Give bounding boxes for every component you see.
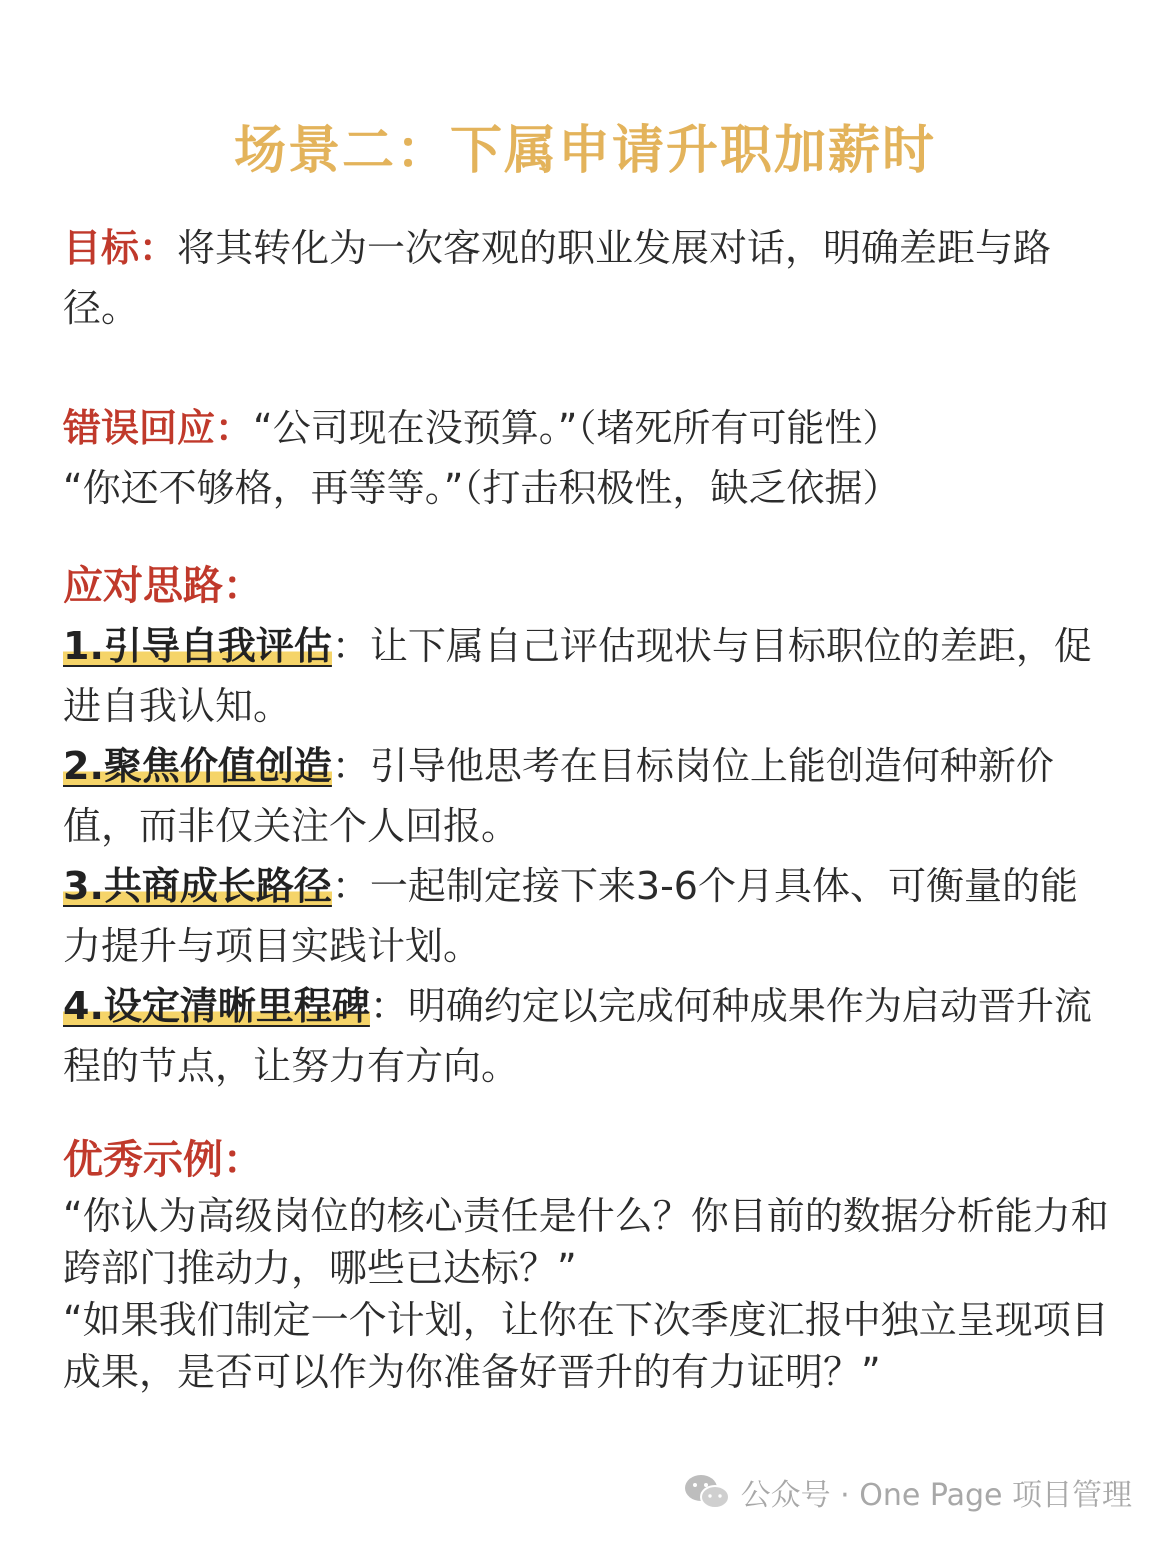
approach-item: [63, 616, 1113, 736]
example-quote-1: “你认为高级岗位的核心责任是什么？你目前的数据分析能力和跨部门推动力，哪些已达标？”: [63, 1194, 1109, 1290]
approach-item-head: 2.聚焦价值创造: [63, 744, 332, 788]
approach-item-sep: ：: [331, 864, 370, 908]
approach-section: [63, 556, 1113, 1096]
footer-watermark: [683, 1470, 1132, 1514]
approach-item-text: 明确约定以完成何种成果作为启动晋升流程的节点，让努力有方向。: [63, 984, 1092, 1088]
goal-label: 目标：: [63, 226, 178, 270]
approach-item-sep: ：: [331, 744, 370, 788]
approach-label: 应对思路：: [63, 563, 263, 609]
goal-section: [63, 218, 1113, 338]
wrong-response-section: [63, 398, 1113, 518]
wrong-response-label: 错误回应：: [63, 406, 254, 450]
example-quote-2: “如果我们制定一个计划，让你在下次季度汇报中独立呈现项目成果，是否可以作为你准备好晋升的有力证明？”: [63, 1298, 1109, 1394]
wrong-response-line-1: “公司现在没预算。”（堵死所有可能性）: [253, 406, 901, 450]
approach-item-head: 1.引导自我评估: [63, 624, 332, 668]
approach-item-text: 引导他思考在目标岗位上能创造何种新价值，而非仅关注个人回报。: [63, 744, 1054, 848]
approach-item-head: 3.共商成长路径: [63, 864, 332, 908]
wrong-response-line-2: “你还不够格，再等等。”（打击积极性，缺乏依据）: [63, 466, 901, 510]
approach-item: [63, 856, 1113, 976]
approach-item-text: 让下属自己评估现状与目标职位的差距，促进自我认知。: [63, 624, 1092, 728]
approach-item: [63, 976, 1113, 1096]
page-title: 场景二：下属申请升职加薪时: [233, 121, 936, 181]
example-label: 优秀示例：: [63, 1137, 263, 1183]
approach-item-text: 一起制定接下来3-6个月具体、可衡量的能力提升与项目实践计划。: [63, 864, 1078, 968]
example-section: [63, 1130, 1113, 1398]
approach-item-sep: ：: [369, 984, 408, 1028]
goal-text: 将其转化为一次客观的职业发展对话，明确差距与路径。: [63, 226, 1052, 330]
footer-text: 公众号 · One Page 项目管理: [740, 1478, 1132, 1513]
approach-item-sep: ：: [331, 624, 370, 668]
approach-item-head: 4.设定清晰里程碑: [63, 984, 370, 1028]
wechat-icon: [683, 1473, 731, 1511]
approach-item: [63, 736, 1113, 856]
